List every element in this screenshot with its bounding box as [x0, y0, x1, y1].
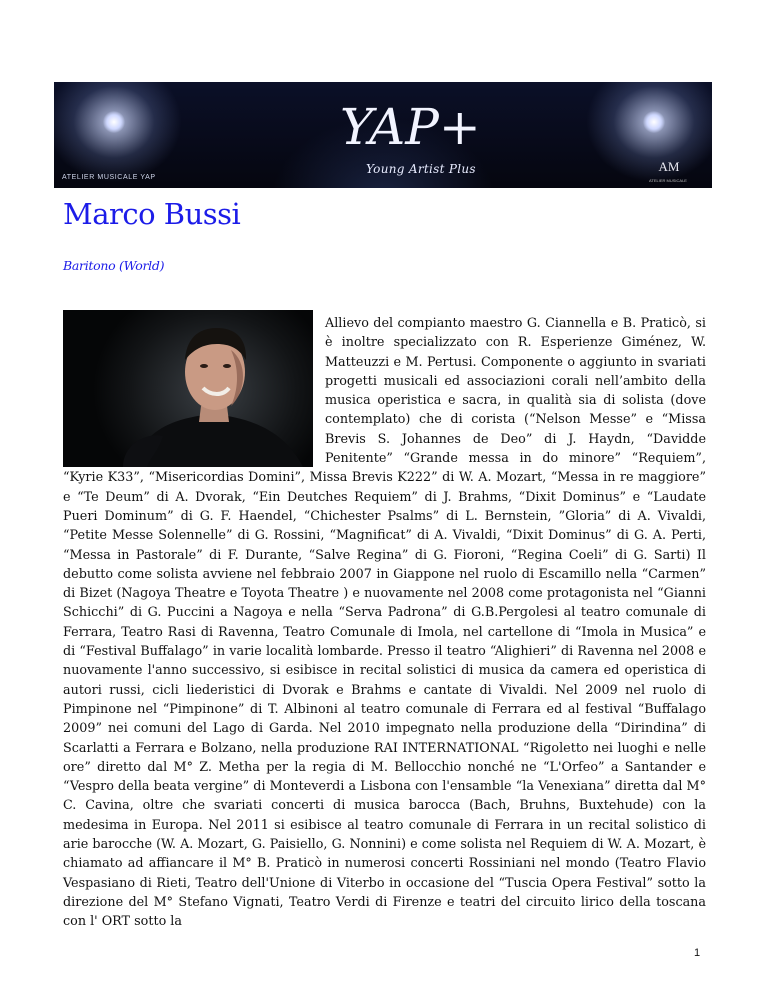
am-logo: AM	[658, 159, 680, 174]
yap-logo-mark: YAP+	[340, 98, 481, 156]
stage-light-left-icon	[103, 111, 125, 133]
yap-logo-icon	[326, 86, 481, 168]
page-subtitle: Baritono (World)	[63, 258, 165, 273]
header-banner	[54, 82, 712, 188]
banner-atelier-label: ATELIER MUSICALE YAP	[62, 174, 156, 181]
biography-text: Allievo del compianto maestro G. Ciannella e B. Praticò, si è inoltre specializzato con R. Esperienze Giménez, W. Matteuzzi e M. Pertusi. Componente o aggiunto in svariati progetti musicali ed associazioni corali nell’ambito della musica operistica e sacra, in qualità sia di solista (dove contemplato) che di corista (“Nelson Messe” e “Missa Brevis S. Johannes de Deo” di J. Haydn, “Davidde Penitente” “Grande messa in do minore” “Requiem”, “Kyrie K33”, “Misericordias Domini”, Missa Brevis K222” di W. A. Mozart, “Messa in re maggiore” e “Te Deum” di A. Dvorak, “Ein Deutches Requiem” di J. Brahms, “Dixit Dominus” e “Laudate Pueri Dominum” di G. F. Haendel, “Chichester Psalms” di L. Bernstein, ”Gloria” di A. Vivaldi, “Petite Messe Solennelle” di G. Rossini, “Magnificat” di A. Vivaldi, “Dixit Dominus” di G. A. Perti, “Messa in Pastorale” di F. Durante, “Salve Regina” di G. Fioroni, “Regina Coeli” di G. Sarti) Il debutto come solista avviene nel febbraio 2007 in Giappone nel ruolo di Escamillo nella “Carmen” di Bizet (Nagoya Theatre e Toyota Theatre ) e nuovamente nel 2008 come protagonista nel “Gianni Schicchi” di G. Puccini a Nagoya e nella “Serva Padrona” di G.B.Pergolesi al teatro comunale di Ferrara, Teatro Rasi di Ravenna, Teatro Comunale di Imola, nel cartellone di “Imola in Musica” e di “Festival Buffalago” in varie località lombarde. Presso il teatro “Alighieri” di Ravenna nel 2008 e nuovamente l'anno successivo, si esibisce in recital solistici di musica da camera ed operistica di autori russi, cicli liederistici di Dvorak e Brahms e cantate di Vivaldi. Nel 2009 nel ruolo di Pimpinone nel “Pimpinone” di T. Albinoni al teatro comunale di Ferrara ed al festival “Buffalago 2009” nei comuni del Lago di Garda. Nel 2010 impegnato nella produzione della “Dirindina” di Scarlatti a Ferrara e Bolzano, nella produzione RAI INTERNATIONAL “Rigoletto nei luoghi e nelle ore” diretto dal M° Z. Metha per la regia di M. Bellocchio nonché ne “L'Orfeo” a Santander e “Vespro della beata vergine” di Monteverdi a Lisbona con l'ensamble “la Venexiana” diretta dal M° C. Cavina, oltre che svariati concerti di musica barocca (Bach, Bruhns, Buxtehude) con la medesima in Europa. Nel 2011 si esibisce al teatro comunale di Ferrara in un recital solistico di arie barocche (W. A. Mozart, G. Paisiello, G. Nonnini) e come solista nel Requiem di W. A. Mozart, è chiamato ad affiancare il M° B. Praticò in numerosi concerti Rossiniani nel mondo (Teatro Flavio Vespasiano di Rieti, Teatro dell'Unione di Viterbo in occasione del “Tuscia Opera Festival” sotto la direzione del M° Stefano Vignati, Teatro Verdi di Firenze e teatri del circuito lirico della toscana con l' ORT sotto la	[63, 316, 706, 930]
biography-paragraph	[63, 314, 706, 932]
photo-spacer	[63, 314, 325, 466]
am-logo-sub: ATELIER MUSICALE	[649, 178, 687, 183]
page-title: Marco Bussi	[63, 197, 241, 231]
page-number: 1	[694, 947, 701, 959]
banner-tagline: Young Artist Plus	[366, 162, 476, 176]
stage-light-right-icon	[643, 111, 665, 133]
